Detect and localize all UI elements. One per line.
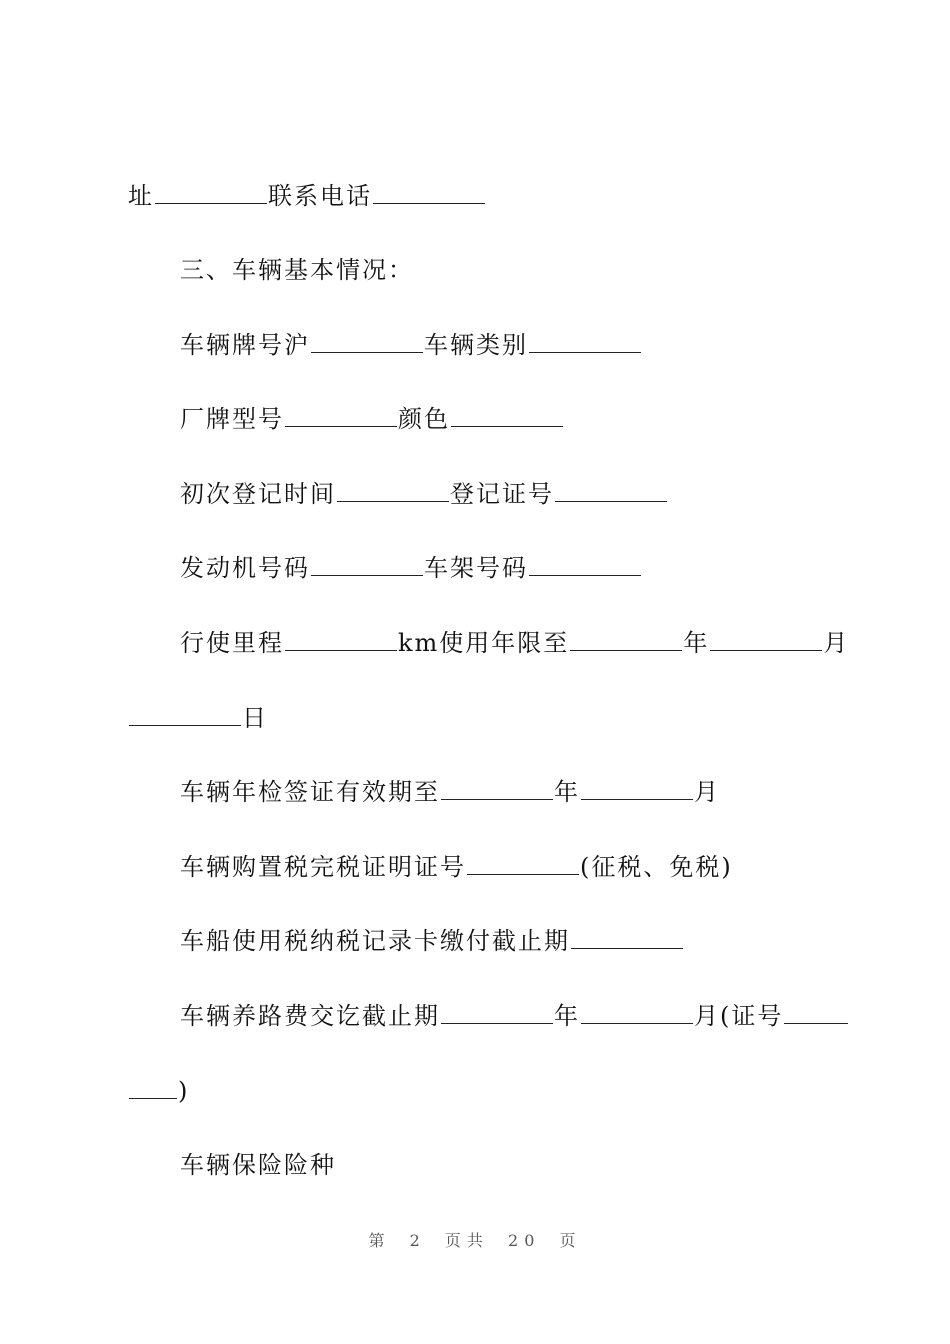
frame-label: 车架号码 (424, 554, 528, 582)
road-fee-year-label: 年 (554, 1002, 580, 1030)
mileage-line-cont (0, 703, 268, 733)
purchase-tax-line (0, 852, 733, 882)
category-blank[interactable] (529, 330, 641, 353)
road-fee-cert-blank-cont[interactable] (129, 1076, 177, 1099)
inspection-year-label: 年 (554, 778, 580, 806)
model-color-line (0, 404, 564, 434)
insurance-line (0, 1150, 336, 1180)
registration-number-blank[interactable] (555, 479, 667, 502)
day-label: 日 (242, 704, 268, 732)
inspection-month-blank[interactable] (581, 777, 693, 800)
usage-limit-label: km使用年限至 (398, 629, 570, 657)
usage-day-blank[interactable] (129, 703, 241, 726)
purchase-tax-blank[interactable] (467, 852, 579, 875)
color-blank[interactable] (451, 404, 563, 427)
plate-label: 车辆牌号沪 (180, 331, 310, 359)
mileage-label: 行使里程 (180, 629, 284, 657)
road-fee-line (0, 1001, 849, 1031)
footer-total-pages: 20 (508, 1231, 541, 1250)
registration-number-label: 登记证号 (450, 480, 554, 508)
address-phone-line (0, 181, 486, 211)
engine-label: 发动机号码 (180, 554, 310, 582)
inspection-year-blank[interactable] (441, 777, 553, 800)
usage-month-blank[interactable] (710, 628, 822, 651)
usage-year-blank[interactable] (570, 628, 682, 651)
mileage-line (0, 628, 849, 658)
footer-page-number: 2 (409, 1231, 426, 1250)
inspection-month-label: 月 (694, 778, 720, 806)
page-footer (0, 1228, 950, 1251)
vessel-tax-blank[interactable] (571, 926, 683, 949)
model-label: 厂牌型号 (180, 405, 284, 433)
purchase-tax-label: 车辆购置税完税证明证号 (180, 853, 466, 881)
road-fee-cert-blank[interactable] (784, 1001, 848, 1024)
model-blank[interactable] (285, 404, 397, 427)
section-heading (0, 255, 414, 285)
month-label: 月 (823, 629, 850, 657)
engine-frame-line (0, 553, 642, 583)
address-blank[interactable] (155, 181, 267, 204)
road-fee-month-blank[interactable] (581, 1001, 693, 1024)
color-label: 颜色 (398, 405, 450, 433)
footer-middle: 页共 (444, 1231, 489, 1250)
address-label: 址 (128, 182, 154, 210)
road-fee-month-label: 月(证号 (694, 1002, 784, 1030)
road-fee-year-blank[interactable] (441, 1001, 553, 1024)
phone-blank[interactable] (373, 181, 485, 204)
category-label: 车辆类别 (424, 331, 528, 359)
inspection-label: 车辆年检签证有效期至 (180, 778, 440, 806)
close-paren: ) (178, 1077, 190, 1105)
mileage-blank[interactable] (285, 628, 397, 651)
plate-category-line (0, 330, 642, 360)
registration-line (0, 479, 668, 509)
footer-suffix: 页 (559, 1231, 582, 1250)
frame-blank[interactable] (529, 553, 641, 576)
inspection-line (0, 777, 720, 807)
purchase-tax-note: (征税、免税) (580, 853, 733, 881)
section-title: 三、车辆基本情况： (180, 256, 414, 284)
vessel-tax-label: 车船使用税纳税记录卡缴付截止期 (180, 927, 570, 955)
year-label: 年 (683, 629, 710, 657)
insurance-label: 车辆保险险种 (180, 1151, 336, 1179)
road-fee-line-cont (0, 1076, 189, 1106)
plate-blank[interactable] (311, 330, 423, 353)
first-registration-blank[interactable] (337, 479, 449, 502)
engine-blank[interactable] (311, 553, 423, 576)
first-registration-label: 初次登记时间 (180, 480, 336, 508)
phone-label: 联系电话 (268, 182, 372, 210)
road-fee-label: 车辆养路费交讫截止期 (180, 1002, 440, 1030)
footer-prefix: 第 (368, 1231, 391, 1250)
vessel-tax-line (0, 926, 684, 956)
